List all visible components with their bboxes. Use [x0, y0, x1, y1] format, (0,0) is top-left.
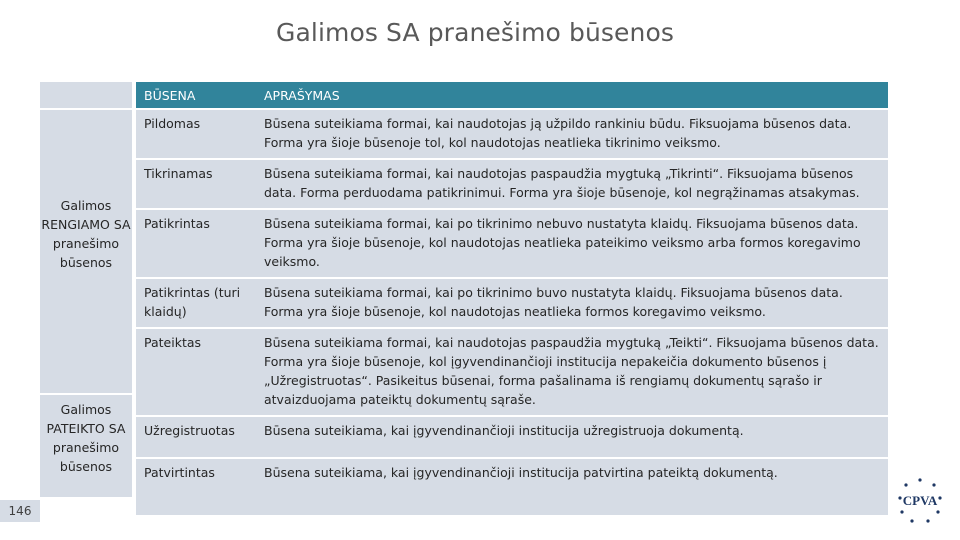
state-cell: Patikrintas (turi klaidų) — [136, 278, 256, 328]
cpva-logo — [892, 474, 948, 530]
description-cell: Būsena suteikiama formai, kai po tikrinimo buvo nustatyta klaidų. Fiksuojama būsenos data. Forma yra šioje būsenoje, kol naudotojas neatlieka formos koregavimo veiksmo. — [256, 278, 888, 328]
slide-number: 146 — [0, 500, 40, 522]
state-cell: Patvirtintas — [136, 458, 256, 515]
description-cell: Būsena suteikiama formai, kai naudotojas ją užpildo rankiniu būdu. Fiksuojama būsenos data. Forma yra šioje būsenoje tol, kol naudotojas neatlieka tikrinimo veiksmo. — [256, 109, 888, 159]
state-cell: Tikrinamas — [136, 159, 256, 209]
column-header-state: BŪSENA — [136, 82, 256, 109]
page-title: Galimos SA pranešimo būsenos — [276, 18, 674, 47]
svg-text:CPVA: CPVA — [902, 493, 938, 508]
state-cell: Patikrintas — [136, 209, 256, 278]
table-row — [136, 159, 888, 209]
table-row — [136, 458, 888, 515]
state-cell: Užregistruotas — [136, 416, 256, 458]
table-header-row — [136, 82, 888, 109]
description-cell: Būsena suteikiama formai, kai naudotojas paspaudžia mygtuką „Tikrinti“. Fiksuojama būsenos data. Forma perduodama patikrinimui. Forma yra šioje būsenoje, kol negrąžinamas atsakymas. — [256, 159, 888, 209]
description-cell: Būsena suteikiama, kai įgyvendinančioji institucija užregistruoja dokumentą. — [256, 416, 888, 458]
state-cell: Pateiktas — [136, 328, 256, 416]
table-row — [136, 209, 888, 278]
state-cell: Pildomas — [136, 109, 256, 159]
column-header-description: APRAŠYMAS — [256, 82, 888, 109]
table-row — [136, 416, 888, 458]
description-cell: Būsena suteikiama formai, kai po tikrinimo nebuvo nustatyta klaidų. Fiksuojama būsenos data. Forma yra šioje būsenoje, kol naudotojas neatlieka pateikimo veiksmo arba formos koregavimo veiksmo. — [256, 209, 888, 278]
group-label-preparing: Galimos RENGIAMO SA pranešimo būsenos — [41, 198, 131, 270]
table-row — [136, 278, 888, 328]
description-cell: Būsena suteikiama, kai įgyvendinančioji institucija patvirtina pateiktą dokumentą. — [256, 458, 888, 515]
table-row — [136, 109, 888, 159]
group-label-submitted: Galimos PATEIKTO SA pranešimo būsenos — [46, 402, 126, 474]
states-table — [136, 82, 888, 515]
table-row — [136, 328, 888, 416]
group-column-header — [40, 82, 132, 108]
description-cell: Būsena suteikiama formai, kai naudotojas paspaudžia mygtuką „Teikti“. Fiksuojama būsenos data. Forma yra šioje būsenoje, kol įgyvendinančioji institucija nepakeičia dokumento būsenos į „Užregistruotas“. Pasikeitus būsenai, forma pašalinama iš rengiamų dokumentų sąrašo ir atvaizduojama pateiktų dokumentų sąraše. — [256, 328, 888, 416]
